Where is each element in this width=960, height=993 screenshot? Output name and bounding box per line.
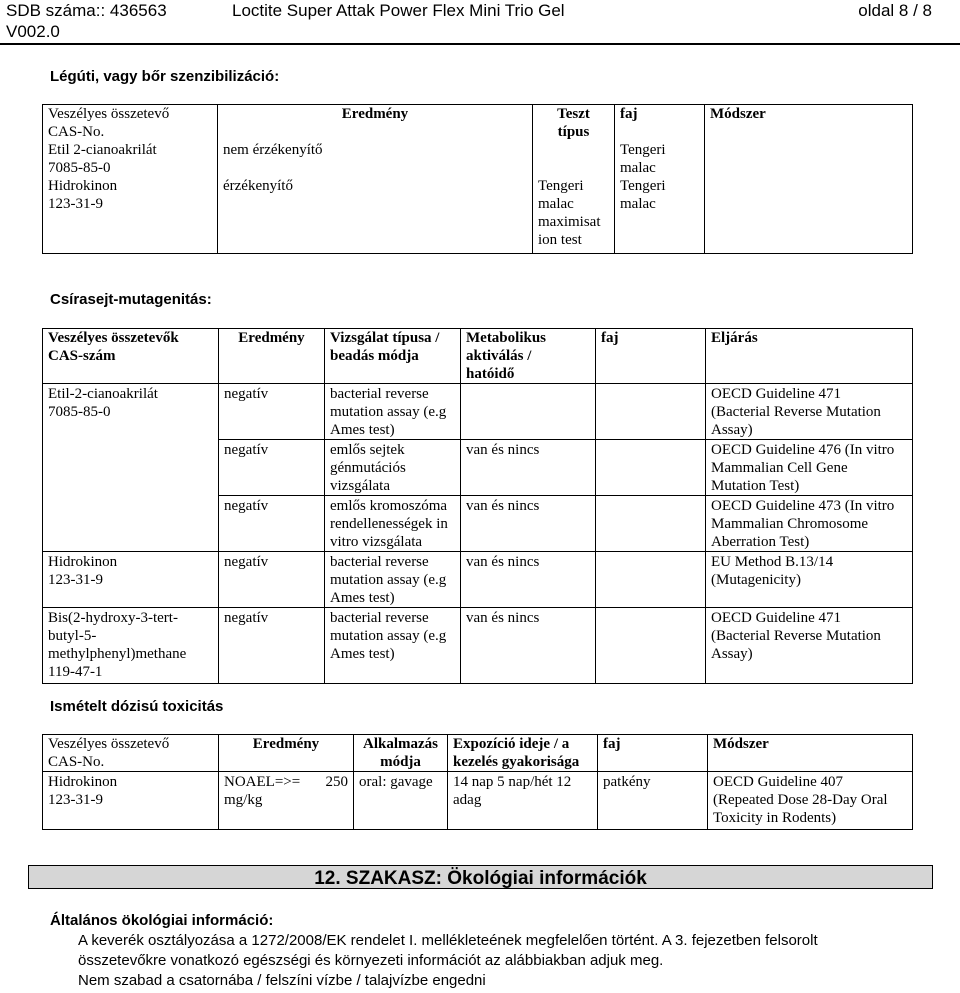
- header-component: Veszélyes összetevő: [48, 106, 170, 122]
- test-type-value: emlős kromoszóma: [330, 498, 448, 514]
- header-test: Vizsgálat típusa /: [330, 330, 440, 346]
- component-name: Etil 2-cianoakrilát: [48, 142, 157, 158]
- test-type-value: vizsgálata: [330, 478, 390, 494]
- procedure-value: EU Method B.13/14: [711, 554, 834, 570]
- component-name: Etil-2-cianoakrilát: [48, 386, 158, 402]
- component-name: Hidrokinon: [48, 774, 118, 790]
- header-component: Veszélyes összetevők: [48, 330, 179, 346]
- cas-number: 119-47-1: [48, 664, 103, 680]
- exposure-value: adag: [453, 792, 482, 808]
- test-type-value: mutation assay (e.g: [330, 404, 447, 420]
- sensitization-table: [42, 104, 913, 254]
- test-type-value: maximisat: [538, 214, 601, 230]
- eco-text-line: A keverék osztályozása a 1272/2008/EK rendelet I. mellékleteének megfelelően történt. A 3. fejezetben felsorolt: [78, 932, 818, 949]
- species-value: Tengeri: [620, 142, 666, 158]
- header-route-mode: módja: [380, 754, 421, 770]
- metabolic-activation-value: van és nincs: [466, 498, 540, 514]
- procedure-value: (Bacterial Reverse Mutation: [711, 404, 881, 420]
- header-method: Módszer: [713, 736, 769, 752]
- test-type-value: Tengeri: [538, 178, 584, 194]
- test-type-value: mutation assay (e.g: [330, 628, 447, 644]
- component-name: Bis(2-hydroxy-3-tert-: [48, 610, 178, 626]
- result-unit: mg/kg: [224, 792, 263, 808]
- header-cas: CAS-No.: [48, 754, 105, 770]
- header-metabolic: Metabolikus: [466, 330, 547, 346]
- table-header-row: [43, 735, 913, 772]
- test-type-value: bacterial reverse: [330, 554, 429, 570]
- table-row: [43, 384, 913, 440]
- eco-text-line: összetevőkre vonatkozó egészségi és környezeti információt az alábbiakban adjuk meg.: [78, 952, 664, 969]
- table-row: [43, 177, 913, 253]
- section-title-sensitization: Légúti, vagy bőr szenzibilizáció:: [50, 68, 280, 85]
- cas-number: 7085-85-0: [48, 160, 111, 176]
- product-name: Loctite Super Attak Power Flex Mini Trio Gel: [232, 1, 565, 20]
- header-result: Eredmény: [341, 106, 409, 122]
- header-route: Alkalmazás: [363, 736, 438, 752]
- header-test: Teszt: [557, 106, 590, 122]
- cas-number: 123-31-9: [48, 572, 103, 588]
- species-value: malac: [620, 196, 656, 212]
- procedure-value: Mammalian Chromosome: [711, 516, 869, 532]
- general-eco-title: Általános ökológiai információ:: [50, 912, 274, 929]
- species-value: malac: [620, 160, 656, 176]
- result-value: 250: [325, 774, 348, 790]
- procedure-value: OECD Guideline 471: [711, 386, 841, 402]
- metabolic-activation-value: van és nincs: [466, 610, 540, 626]
- cas-number: 123-31-9: [48, 196, 103, 212]
- page-number: oldal 8 / 8: [858, 1, 932, 20]
- method-value: OECD Guideline 407: [713, 774, 843, 790]
- test-type-value: Ames test): [330, 422, 395, 438]
- test-type-value: bacterial reverse: [330, 386, 429, 402]
- cas-number: 123-31-9: [48, 792, 103, 808]
- header-result: Eredmény: [252, 736, 320, 752]
- species-value: patkény: [603, 774, 651, 790]
- header-cas: CAS-szám: [48, 348, 116, 364]
- metabolic-activation-value: van és nincs: [466, 442, 540, 458]
- eco-text-line: Nem szabad a csatornába / felszíni vízbe / talajvízbe engedni: [78, 972, 486, 989]
- result-value: negatív: [224, 386, 269, 402]
- table-header-row: [43, 329, 913, 384]
- component-name: Hidrokinon: [48, 554, 118, 570]
- procedure-value: Aberration Test): [711, 534, 810, 550]
- header-procedure: Eljárás: [711, 330, 758, 346]
- method-value: Toxicity in Rodents): [713, 810, 837, 826]
- header-frequency: kezelés gyakorisága: [453, 754, 580, 770]
- test-type-value: rendellenességek in: [330, 516, 448, 532]
- procedure-value: Mammalian Cell Gene: [711, 460, 848, 476]
- test-type-value: bacterial reverse: [330, 610, 429, 626]
- result-value: érzékenyítő: [223, 178, 293, 194]
- exposure-value: 14 nap 5 nap/hét 12: [453, 774, 572, 790]
- header-species: faj: [603, 736, 621, 752]
- table-header-row: [43, 105, 913, 142]
- cas-number: 7085-85-0: [48, 404, 111, 420]
- header-method: Módszer: [710, 106, 766, 122]
- mutagenicity-table: [42, 328, 913, 684]
- result-value: nem érzékenyítő: [223, 142, 323, 158]
- repeated-dose-table: [42, 734, 913, 830]
- test-type-value: malac: [538, 196, 574, 212]
- page-header: [0, 0, 960, 45]
- species-value: Tengeri: [620, 178, 666, 194]
- table-row: [43, 552, 913, 608]
- version: V002.0: [6, 22, 60, 41]
- section-12-banner: 12. SZAKASZ: Ökológiai információk: [28, 865, 933, 889]
- component-name: methylphenyl)methane: [48, 646, 187, 662]
- section-title-repeated-dose: Ismételt dózisú toxicitás: [50, 698, 224, 715]
- table-row: [43, 141, 913, 177]
- header-species: faj: [601, 330, 619, 346]
- result-value: NOAEL=>=: [224, 774, 301, 790]
- route-value: oral: gavage: [359, 774, 433, 790]
- test-type-value: vitro vizsgálata: [330, 534, 423, 550]
- table-row: [43, 772, 913, 830]
- header-activation: aktiválás /: [466, 348, 532, 364]
- procedure-value: OECD Guideline 473 (In vitro: [711, 498, 895, 514]
- header-component: Veszélyes összetevő: [48, 736, 170, 752]
- header-test-type: típus: [557, 124, 590, 140]
- header-result: Eredmény: [238, 330, 305, 346]
- result-value: negatív: [224, 442, 269, 458]
- header-exposure: Expozíció ideje / a: [453, 736, 570, 752]
- procedure-value: OECD Guideline 471: [711, 610, 841, 626]
- procedure-value: (Bacterial Reverse Mutation: [711, 628, 881, 644]
- metabolic-activation-value: van és nincs: [466, 554, 540, 570]
- component-name: butyl-5-: [48, 628, 97, 644]
- test-type-value: ion test: [538, 232, 582, 248]
- result-value: negatív: [224, 554, 269, 570]
- test-type-value: mutation assay (e.g: [330, 572, 447, 588]
- test-type-value: emlős sejtek: [330, 442, 405, 458]
- method-value: (Repeated Dose 28-Day Oral: [713, 792, 888, 808]
- procedure-value: OECD Guideline 476 (In vitro: [711, 442, 895, 458]
- result-value: negatív: [224, 610, 269, 626]
- procedure-value: Mutation Test): [711, 478, 800, 494]
- header-administration: beadás módja: [330, 348, 419, 364]
- procedure-value: Assay): [711, 422, 753, 438]
- section-title-mutagenicity: Csírasejt-mutagenitás:: [50, 291, 212, 308]
- header-species: faj: [620, 106, 638, 122]
- procedure-value: Assay): [711, 646, 753, 662]
- test-type-value: génmutációs: [330, 460, 406, 476]
- test-type-value: Ames test): [330, 590, 395, 606]
- header-cas: CAS-No.: [48, 124, 105, 140]
- test-type-value: Ames test): [330, 646, 395, 662]
- result-value: negatív: [224, 498, 269, 514]
- header-duration: hatóidő: [466, 366, 515, 382]
- procedure-value: (Mutagenicity): [711, 572, 801, 588]
- component-name: Hidrokinon: [48, 178, 118, 194]
- sdb-number: SDB száma:: 436563: [6, 1, 167, 20]
- table-row: [43, 608, 913, 684]
